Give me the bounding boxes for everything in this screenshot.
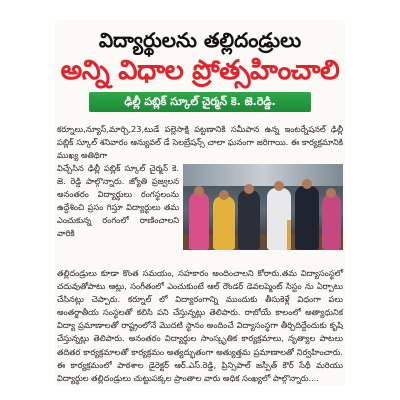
article-paragraph-2: విచ్చేసిన ఢిల్లీ పబ్లిక్ స్కూల్ చైర్మన్ కె. జె. రెడ్డి పాల్గొన్నారు. జ్యోతి ప్రజ్వలన అనంతరం విద్యార్థులు రంగస్థలంను ఉద్దేశించి ప్రసం గిస్తూ విద్యార్థులు తమ ఎంచుకున్న రంగంలో రాణించాలని వారికి [57,163,179,239]
person-face [194,186,204,196]
headline-line-1: విద్యార్థులను తల్లిదండ్రులు [98,28,302,52]
stage-backdrop [183,164,343,186]
person-pink-sari [189,192,209,250]
person-face [219,190,229,200]
person-dark-suit [295,186,319,250]
person-yellow-sari [213,196,235,250]
article-paragraph-3: తల్లిదండ్రులు కూడా కొంత సమయం, సహకారం అందించాలని కోరారు.తమ విద్యాసంస్థలో చదువుతోపాటు ఆట్లు, సంగీతంలో ఎంచుకుంటే ఆల్ రౌండర్ డెవలప్మెంట్ సిస్టం ను ఏర్పాటు చేసినట్లు చెప్పారు. కర్నూల్ లో విద్యారంగాన్ని ముందుకు తీసుకెళ్లే విధంగా పలు అంతర్జాతీయ సంస్థలతో కలిసి పని చేస్తున్నట్లు తెలిపారు. రాబోయే కాలంలో అత్యాధునిక విద్యా ప్రమాణాలతో రాష్ట్రంలోనే మొదటి స్థానం అందించే విద్యాసంస్థగా తీర్చిదిద్దేందుకు కృషి చేస్తున్నట్లు తెలిపారు. అనంతరం విద్యార్థుల సాంస్కృతిక కార్యక్రమాలు, నృత్యాల పాటలు తదితర కార్యక్రమాలతో కార్యక్రమం అత్యద్భుతంగా అత్యుత్తమ ప్రమాణాలతో నిర్వహించారు. ఈ కార్యక్రమంలో పాఠశాల డైరెక్టర్ ఆర్.ఎస్.రెడ్డి, ప్రిన్సిపాల్ జస్పీత్ కౌర్ సేథీ మరియు విద్యార్థుల తల్లిదండ్రులు చుట్టుపక్కల ప్రాంతాల వారు అధిక సంఖ్యలో పాల్గొన్నారు.... [57,268,343,383]
person-face [274,181,284,191]
person-pink-saree-right [322,194,341,250]
person-face [326,188,336,198]
event-photo [183,164,343,250]
person-face [244,184,254,194]
article-paragraph-1: కర్నూలు,న్యూస్,మార్చి,23,టుడే పల్లెసాక్షి పట్టణానికి సమీపాన ఉన్న ఇంటర్నేషనల్ ఢిల్లీ పబ్లిక్ స్కూల్ శనివారం ఆన్యువల్ డే సెలబ్రేషన్స్ చాలా ఘనంగా జరిగాయి. ఈ కార్యక్రమానికి ముఖ్య అతిథిగా [57,124,343,161]
newspaper-clipping [55,20,345,385]
person-dark-dress [238,190,260,250]
ceremonial-lamp-icon [287,220,291,250]
person-face [302,179,312,189]
headline-line-2: అన్ని విధాల ప్రోత్సహించాలి [60,55,340,86]
byline-banner: ఢిల్లీ పబ్లిక్ స్కూల్ చైర్మన్ కె. జె.రెడ్డి. [89,92,311,112]
